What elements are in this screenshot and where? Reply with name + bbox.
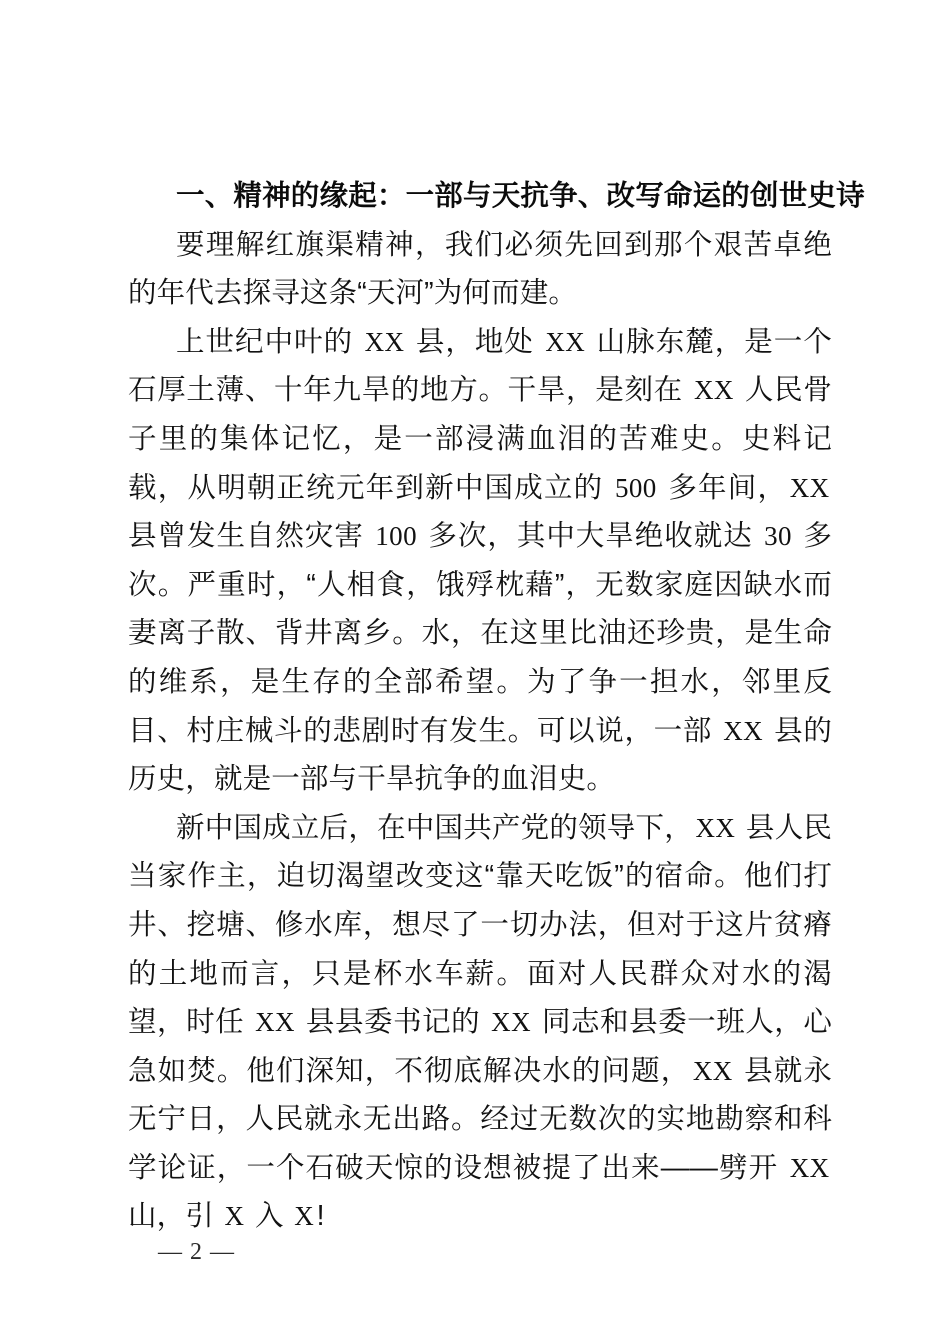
latin-run: 100 [375,521,417,552]
latin-run: X [294,1201,315,1232]
latin-run: XX [491,1007,531,1038]
latin-run: XX [692,1055,733,1086]
latin-run: XX [364,326,405,357]
page-number: — 2 — [158,1238,235,1265]
paragraph-2: 上世纪中叶的 XX 县，地处 XX 山脉东麓，是一个石厚土薄、十年九旱的地方。干旱，是刻在 XX 人民骨子里的集体记忆，是一部浸满血泪的苦难史。史料记载，从明朝正统元年到新中国成立的 500 多年间，XX 县曾发生自然灾害 100 多次，其中大旱绝收就达 30 多次。严重时，“人相食，饿殍枕藉”，无数家庭因缺水而妻离子散、背井离乡。水，在这里比油还珍贵，是生命的维系，是生存的全部希望。为了争一担水，邻里反目、村庄械斗的悲剧时有发生。可以说，一部 XX 县的历史，就是一部与干旱抗争的血泪史。 [128,325,832,796]
latin-run: XX [789,472,830,503]
latin-run: XX [545,326,586,357]
latin-run: XX [695,812,736,843]
latin-run: 500 [615,472,657,503]
document-body [128,172,865,1241]
latin-run: XX [255,1007,295,1038]
paragraph-3: 新中国成立后，在中国共产党的领导下，XX 县人民当家作主，迫切渴望改变这“靠天吃饭”的宿命。他们打井、挖塘、修水库，想尽了一切办法，但对于这片贫瘠的土地而言，只是杯水车薪。面对人民群众对水的渴望，时任 XX 县县委书记的 XX 同志和县委一班人，心急如焚。他们深知，不彻底解决水的问题，XX 县就永无宁日，人民就永无出路。经过无数次的实地勘察和科学论证，一个石破天惊的设想被提了出来——劈开 XX 山，引 X 入 X! [128,811,833,1233]
latin-run: 30 [764,521,792,552]
latin-run: XX [789,1152,830,1183]
section-heading: 一、精神的缘起：一部与天抗争、改写命运的创世史诗 [176,180,865,212]
latin-run: XX [723,715,764,746]
latin-run: X [224,1201,245,1232]
page-footer [128,1232,832,1272]
latin-run: XX [694,375,734,406]
paragraph-1: 要理解红旗渠精神，我们必须先回到那个艰苦卓绝的年代去探寻这条“天河”为何而建。 [128,228,832,310]
